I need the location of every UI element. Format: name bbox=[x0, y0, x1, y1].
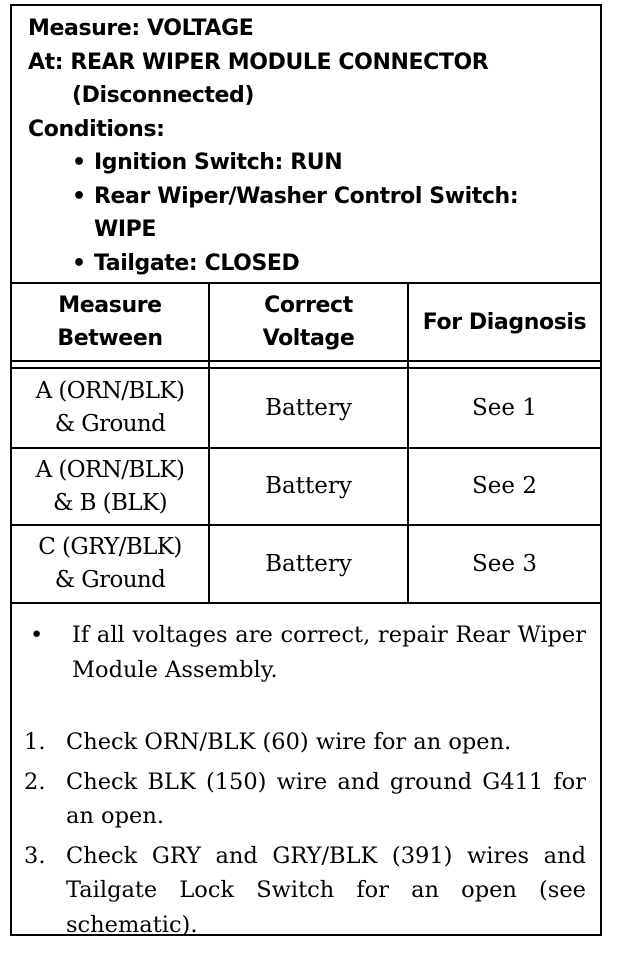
table-cell-measure-between bbox=[12, 526, 208, 602]
table-cell-voltage: Battery bbox=[265, 473, 352, 499]
column-header-correct-voltage bbox=[210, 284, 407, 360]
column-header-measure-between bbox=[12, 284, 208, 360]
table-header-double-rule bbox=[12, 360, 600, 369]
condition-text: Tailgate: CLOSED bbox=[94, 250, 300, 276]
condition-text-continued: WIPE bbox=[94, 217, 157, 242]
column-header-for-diagnosis bbox=[409, 284, 600, 360]
condition-item bbox=[28, 180, 600, 214]
diagnosis-step bbox=[24, 839, 586, 943]
cell-line: & Ground bbox=[54, 411, 166, 437]
step-text: Check GRY and GRY/BLK (391) wires and Tailgate Lock Switch for an open (see schematic). bbox=[66, 842, 586, 938]
measure-heading: Measure: VOLTAGE bbox=[28, 16, 254, 41]
table-cell-voltage: Battery bbox=[265, 394, 352, 421]
step-text: Check ORN/BLK (60) wire for an open. bbox=[66, 729, 512, 755]
summary-note-text: If all voltages are correct, repair Rear Wiper Module Assembly. bbox=[72, 622, 586, 683]
at-heading: At: REAR WIPER MODULE CONNECTOR bbox=[28, 49, 489, 75]
bullet-glyph: • bbox=[72, 183, 86, 209]
cell-line: A (ORN/BLK) bbox=[35, 456, 185, 483]
table-cell-diagnosis: See 2 bbox=[472, 473, 537, 499]
cell-line: & Ground bbox=[54, 567, 166, 593]
diagnosis-notes bbox=[12, 604, 600, 936]
step-number: 2. bbox=[24, 768, 46, 795]
table-cell-voltage: Battery bbox=[265, 550, 352, 577]
condition-item bbox=[28, 247, 600, 281]
bullet-glyph: • bbox=[72, 250, 86, 276]
table-cell-measure-between bbox=[12, 369, 208, 447]
condition-item bbox=[28, 146, 600, 180]
step-number: 1. bbox=[24, 729, 46, 755]
bullet-glyph: • bbox=[72, 150, 86, 175]
column-header-line: For Diagnosis bbox=[422, 309, 587, 335]
conditions-label: Conditions: bbox=[28, 116, 165, 142]
at-note: (Disconnected) bbox=[72, 83, 255, 108]
step-number: 3. bbox=[24, 842, 46, 869]
table-cell-diagnosis: See 1 bbox=[472, 394, 537, 421]
column-header-line: Voltage bbox=[262, 326, 355, 351]
table-cell-measure-between bbox=[12, 449, 208, 524]
bullet-glyph: • bbox=[30, 622, 44, 648]
voltage-test-card bbox=[10, 4, 602, 936]
summary-note bbox=[24, 618, 586, 687]
column-header-line: Measure bbox=[58, 293, 162, 318]
cell-line: A (ORN/BLK) bbox=[35, 378, 185, 404]
table-cell-diagnosis: See 3 bbox=[472, 550, 537, 577]
cell-line: & B (BLK) bbox=[53, 489, 167, 516]
step-text: Check BLK (150) wire and ground G411 for an open. bbox=[66, 768, 586, 829]
condition-text: Ignition Switch: RUN bbox=[94, 150, 343, 175]
condition-text: Rear Wiper/Washer Control Switch: bbox=[94, 183, 519, 209]
test-conditions-header bbox=[12, 6, 600, 282]
column-header-line: Between bbox=[57, 326, 163, 351]
column-header-line: Correct bbox=[264, 293, 353, 318]
diagnosis-step bbox=[24, 725, 586, 760]
diagnosis-step bbox=[24, 765, 586, 834]
cell-line: C (GRY/BLK) bbox=[38, 534, 182, 560]
spacer bbox=[24, 687, 586, 725]
